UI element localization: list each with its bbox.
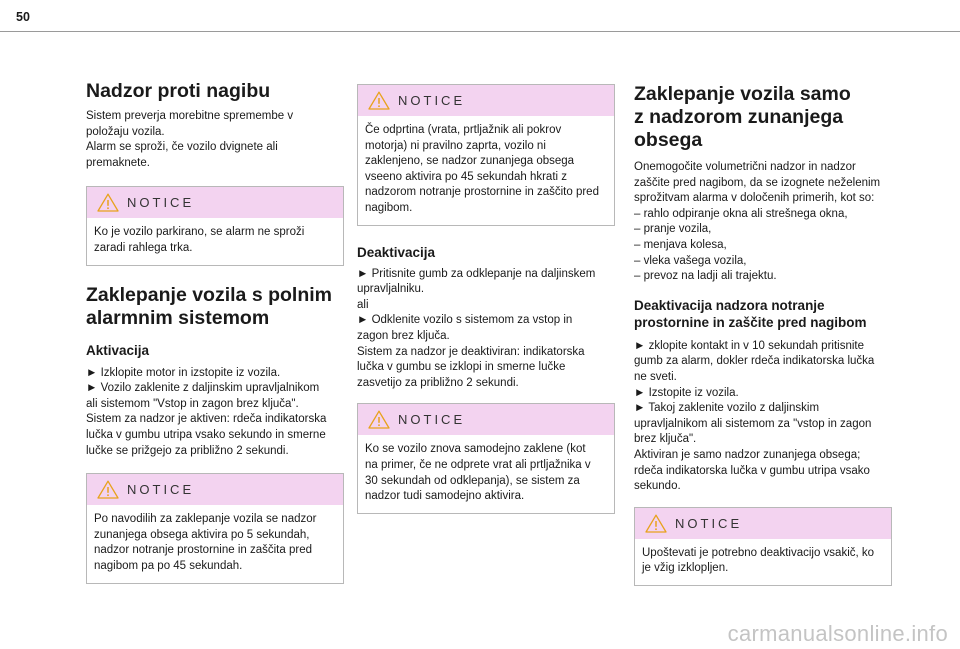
column-1 xyxy=(86,80,344,584)
page-number: 50 xyxy=(16,10,30,24)
perimeter-description: Onemogočite volumetrični nadzor in nadzor zaščite pred nagibom, da se izognete neželenim sprožitvam alarma v določenih primerih, kot so: – rahlo odpiranje okna ali strešnega okna, – pranje vozila, – menjava kolesa, – vleka vašega vozila, – prevoz na ladji ali trajektu. xyxy=(634,161,881,283)
heading-activation: Aktivacija xyxy=(86,342,150,358)
deactivate-interior-instructions: ► zklopite kontakt in v 10 sekundah pritisnite gumb za alarm, dokler rdeča indikatorska lučka ne sveti. ► Izstopite iz vozila. ► Takoj zaklenite vozilo z daljinskim upravljalnikom ali sistemom za "vstop in zagon brez ključa". Aktiviran je samo nadzor zunanjega obsega; rdeča indikatorska lučka v gumbu utripa vsako sekundo. xyxy=(634,339,875,493)
notice-title: NOTICE xyxy=(127,482,195,498)
notice-box xyxy=(634,507,892,586)
deactivation-instructions: ► Pritisnite gumb za odklepanje na daljinskem upravljalniku. ali ► Odklenite vozilo s sistemom za vstop in zagon brez ključa. Sistem za nadzor je deaktiviran: indikatorska lučka v gumbu se izklopi in smerne lučke zasvetijo za približno 2 sekundi. xyxy=(357,267,596,389)
notice-title: NOTICE xyxy=(398,412,466,428)
notice-header xyxy=(87,474,343,505)
column-2 xyxy=(357,84,615,514)
notice-box xyxy=(86,473,344,583)
tilt-description: Sistem preverja morebitne spremembe v položaju vozila. Alarm se sproži, če vozilo dvignete ali premaknete. xyxy=(86,110,294,169)
warning-triangle-icon xyxy=(368,410,390,429)
notice-title: NOTICE xyxy=(398,93,466,108)
warning-triangle-icon xyxy=(645,514,667,533)
notice-header xyxy=(358,404,614,435)
warning-triangle-icon xyxy=(97,480,119,499)
notice-box xyxy=(357,403,615,513)
notice-header xyxy=(635,508,891,539)
heading-perimeter-only-locking: Zaklepanje vozila samo z nadzorom zunanjega obsega xyxy=(634,83,851,151)
notice-header xyxy=(87,187,343,218)
column-3 xyxy=(634,83,892,586)
notice-title: NOTICE xyxy=(127,195,195,211)
heading-deactivation: Deaktivacija xyxy=(357,244,436,260)
notice-header xyxy=(358,85,614,116)
warning-triangle-icon xyxy=(368,91,390,110)
notice-text: Če odprtina (vrata, prtljažnik ali pokrov motorja) ni pravilno zaprta, vozilo ni zaklenjeno, se nadzor zunanjega obsega vseeno aktivira po 45 sekundah hkrati z nadzorom notranje prostornine in zaščito pred nagibom. xyxy=(365,124,599,214)
warning-triangle-icon xyxy=(97,193,119,212)
notice-text: Po navodilih za zaklepanje vozila se nadzor zunanjega obsega aktivira po 5 sekundah, nadzor notranje prostornine in zaščita pred nagibom pa po 45 sekundah. xyxy=(94,513,317,572)
header-rule xyxy=(0,31,960,32)
notice-box xyxy=(357,84,615,226)
watermark: carmanualsonline.info xyxy=(727,621,948,646)
notice-text: Ko se vozilo znova samodejno zaklene (kot na primer, če ne odprete vrat ali prtljažnika v 30 sekundah od odklepanja), se sistem za nadzor tudi samodejno aktivira. xyxy=(365,443,591,503)
activation-instructions: ► Izklopite motor in izstopite iz vozila. ► Vozilo zaklenite z daljinskim upravljalnikom ali sistemom "Vstop in zagon brez ključa". Sistem za nadzor je aktiven: rdeča indikatorska lučka v gumbu utripa vsako sekundo in smerne lučke se prižgejo za približno 2 sekundi. xyxy=(86,366,327,457)
heading-tilt-monitoring: Nadzor proti nagibu xyxy=(86,80,271,102)
heading-full-alarm-locking: Zaklepanje vozila s polnim alarmnim sistemom xyxy=(86,283,332,329)
notice-text: Upoštevati je potrebno deaktivacijo vsakič, ko je vžig izklopljen. xyxy=(642,546,875,575)
notice-text: Ko je vozilo parkirano, se alarm ne sproži zaradi rahlega trka. xyxy=(94,226,305,254)
notice-title: NOTICE xyxy=(675,515,743,531)
heading-deactivate-interior-tilt: Deaktivacija nadzora notranje prostornine in zaščite pred nagibom xyxy=(634,297,867,330)
notice-box xyxy=(86,186,344,265)
